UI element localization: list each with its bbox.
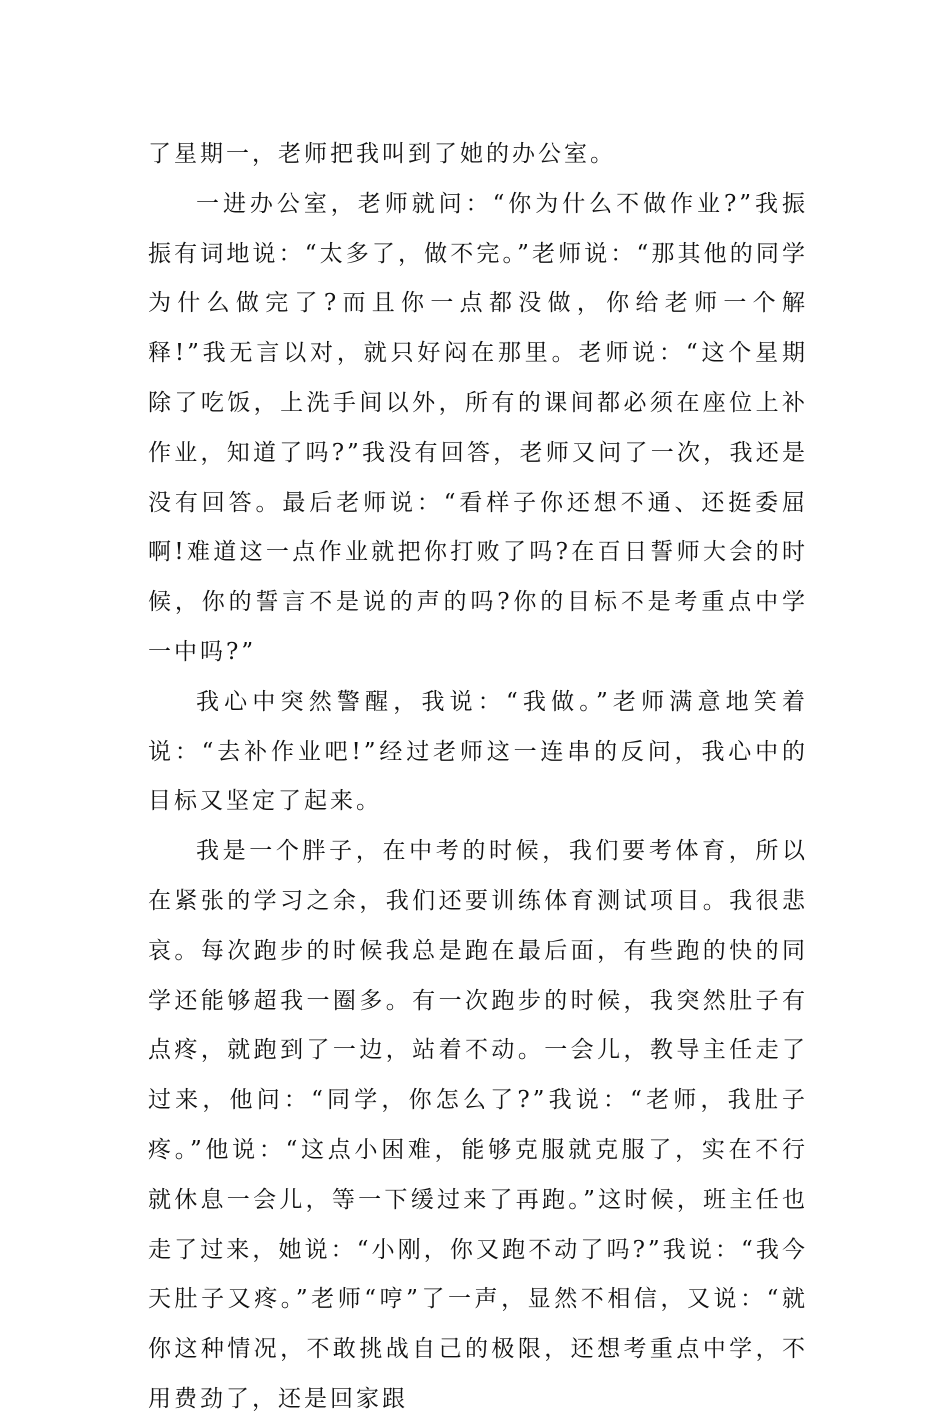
body-text	[148, 130, 808, 1425]
paragraph-office-conversation: 一进办公室，老师就问：“你为什么不做作业?”我振振有词地说：“太多了，做不完。”老师说：“那其他的同学为什么做完了?而且你一点都没做，你给老师一个解释!”我无言以对，就只好闷在那里。老师说：“这个星期除了吃饭，上洗手间以外，所有的课间都必须在座位上补作业，知道了吗?”我没有回答，老师又问了一次，我还是没有回答。最后老师说：“看样子你还想不通、还挺委屈啊!难道这一点作业就把你打败了吗?在百日誓师大会的时候，你的誓言不是说的声的吗?你的目标不是考重点中学一中吗?”	[148, 190, 808, 665]
paragraph-awakening: 我心中突然警醒，我说：“我做。”老师满意地笑着说：“去补作业吧!”经过老师这一连串的反问，我心中的目标又坚定了起来。	[148, 688, 808, 815]
paragraph-running: 我是一个胖子，在中考的时候，我们要考体育，所以在紧张的学习之余，我们还要训练体育测试项目。我很悲哀。每次跑步的时候我总是跑在最后面，有些跑的快的同学还能够超我一圈多。有一次跑步的时候，我突然肚子有点疼，就跑到了一边，站着不动。一会儿，教导主任走了过来，他问：“同学，你怎么了?”我说：“老师，我肚子疼。”他说：“这点小困难，能够克服就克服了，实在不行就休息一会儿，等一下缓过来了再跑。”这时候，班主任也走了过来，她说：“小刚，你又跑不动了吗?”我说：“我今天肚子又疼。”老师“哼”了一声，显然不相信，又说：“就你这种情况，不敢挑战自己的极限，还想考重点中学，不用费劲了，还是回家跟	[148, 838, 808, 1412]
paragraph-continued: 了星期一，老师把我叫到了她的办公室。	[148, 141, 616, 167]
